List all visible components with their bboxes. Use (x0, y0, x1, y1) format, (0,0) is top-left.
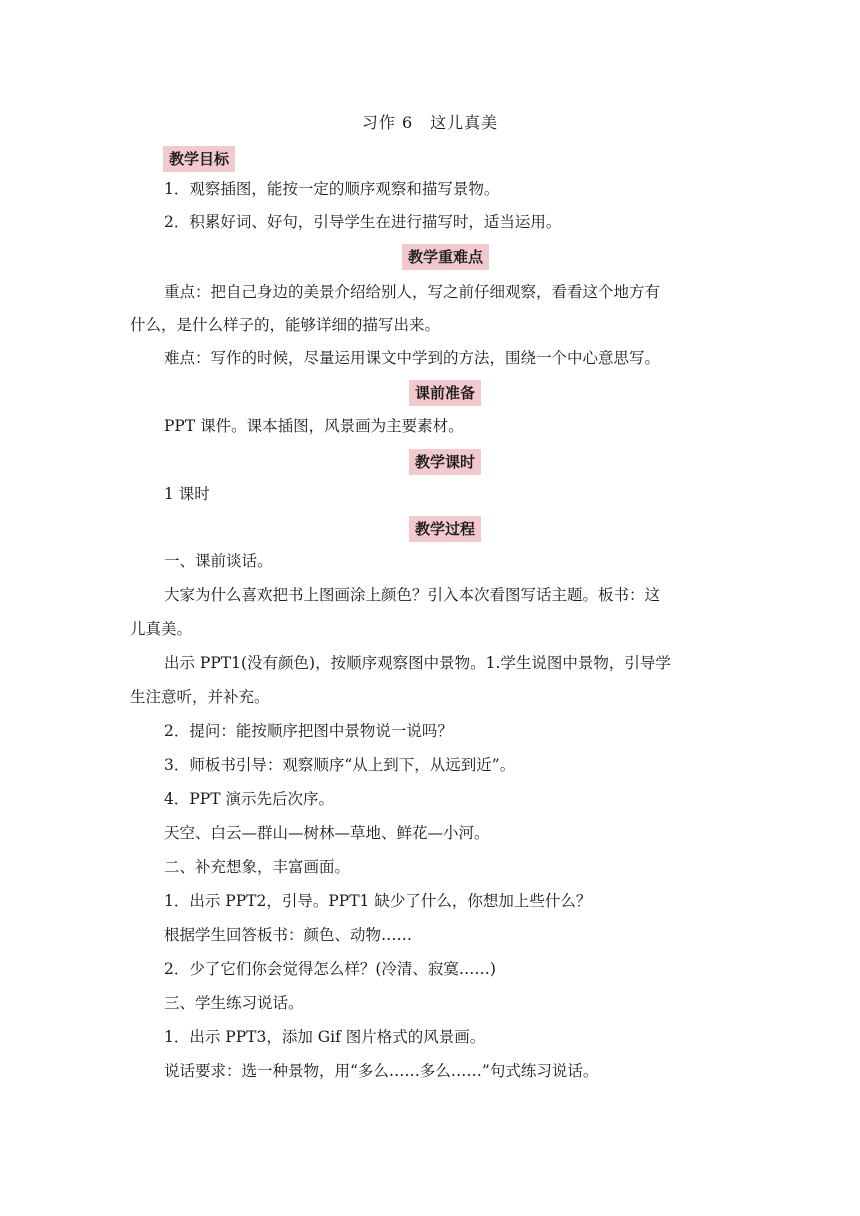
section-heading: 教学过程 (409, 516, 481, 542)
text-line: 4．PPT 演示先后次序。 (164, 790, 334, 808)
text-line: 大家为什么喜欢把书上图画涂上颜色？引入本次看图写话主题。板书：这 (164, 586, 661, 604)
text-line: 儿真美。 (130, 620, 193, 638)
text-line: PPT 课件。课本插图，风景画为主要素材。 (164, 417, 464, 435)
text-line: 2．少了它们你会觉得怎么样？(冷清、寂寞……) (164, 960, 496, 978)
text-line: 出示 PPT1(没有颜色)，按顺序观察图中景物。1.学生说图中景物，引导学 (164, 654, 671, 672)
text-line: 1．出示 PPT3，添加 Gif 图片格式的风景画。 (164, 1028, 486, 1046)
text-line: 什么，是什么样子的，能够详细的描写出来。 (130, 316, 441, 334)
text-line: 三、学生练习说话。 (164, 994, 304, 1012)
text-line: 重点：把自己身边的美景介绍给别人，写之前仔细观察，看看这个地方有 (164, 283, 661, 301)
text-line: 说话要求：选一种景物，用“多么……多么……”句式练习说话。 (164, 1062, 599, 1080)
text-line: 根据学生回答板书：颜色、动物…… (164, 926, 413, 944)
text-line: 生注意听，并补充。 (130, 688, 270, 706)
text-line: 2．提问：能按顺序把图中景物说一说吗？ (164, 722, 453, 740)
section-key-points (402, 244, 860, 270)
section-process (409, 516, 860, 542)
text-line: 2．积累好词、好句，引导学生在进行描写时，适当运用。 (164, 213, 562, 231)
section-hours (409, 449, 860, 475)
section-heading: 教学目标 (163, 146, 235, 172)
section-heading: 教学课时 (409, 449, 481, 475)
section-goals (163, 146, 860, 172)
text-line: 1 课时 (164, 485, 210, 503)
section-heading: 课前准备 (409, 380, 481, 406)
text-line: 1．出示 PPT2，引导。PPT1 缺少了什么，你想加上些什么？ (164, 892, 592, 910)
text-line: 一、课前谈话。 (164, 552, 273, 570)
page-title: 习作 6 这儿真美 (361, 113, 499, 132)
text-line: 二、补充想象，丰富画面。 (164, 858, 351, 876)
section-heading: 教学重难点 (402, 244, 489, 270)
section-prep (409, 380, 860, 406)
text-line: 1．观察插图，能按一定的顺序观察和描写景物。 (164, 180, 500, 198)
text-line: 天空、白云—群山—树林—草地、鲜花—小河。 (164, 824, 490, 842)
text-line: 3．师板书引导：观察顺序“从上到下，从远到近”。 (164, 756, 516, 774)
text-line: 难点：写作的时候，尽量运用课文中学到的方法，围绕一个中心意思写。 (164, 349, 661, 367)
